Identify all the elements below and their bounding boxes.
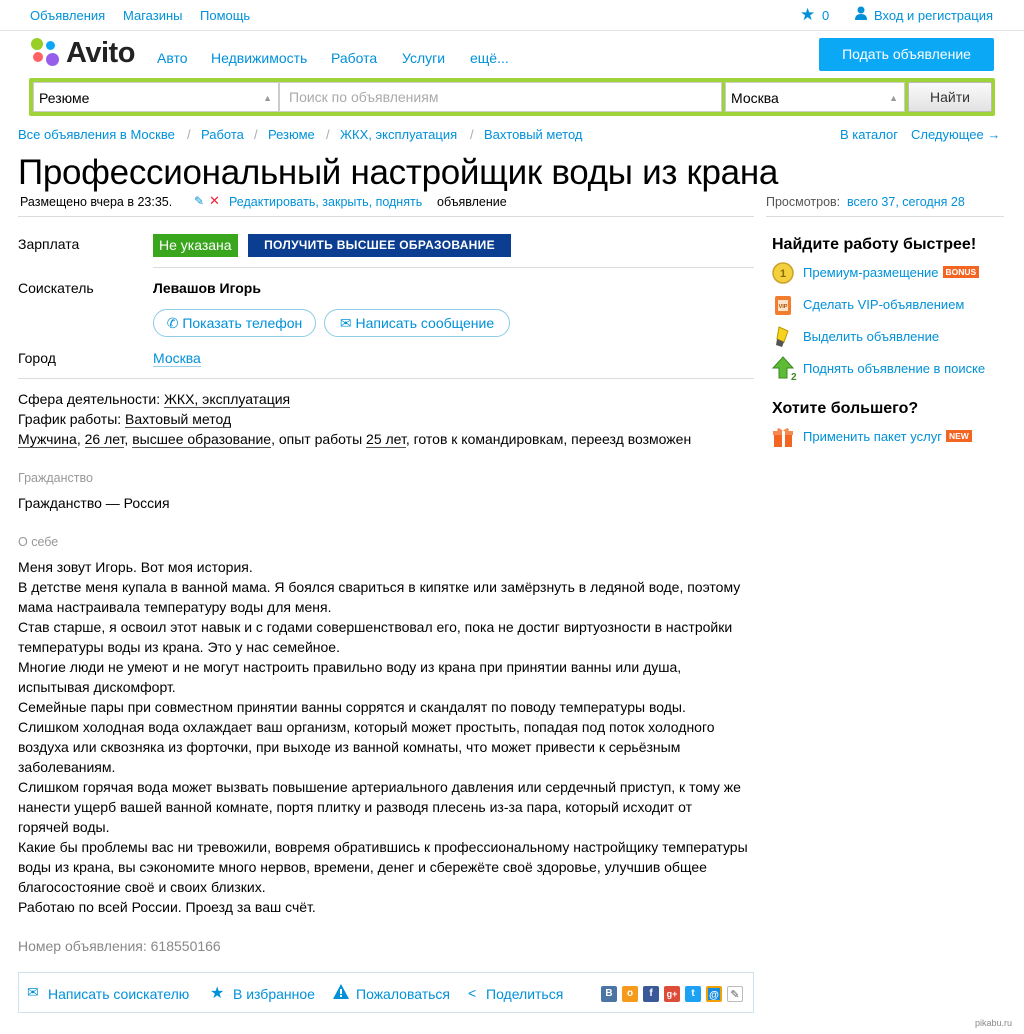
about-line: Став старше, я освоил этот навык и с годами совершенствовал его, пока не достиг виртуозности в настройки	[18, 619, 733, 635]
breadcrumb-jobs[interactable]: Работа	[201, 127, 244, 142]
sidebar-item-raise[interactable]: Поднять объявление в поиске	[803, 361, 986, 376]
sidebar-heading-more: Хотите большего?	[772, 400, 919, 417]
svg-text:VIP: VIP	[778, 304, 788, 310]
highlighter-icon	[772, 325, 794, 347]
facebook-icon[interactable]: f	[643, 986, 659, 1002]
divider	[18, 216, 754, 217]
extra-info: , готов к командировкам, переезд возможен	[405, 431, 692, 447]
vip-icon	[772, 294, 794, 316]
personal-info-line: Мужчина, 26 лет, высшее образование, опыт работы 25 лет, готов к командировкам, переезд возможен	[18, 431, 692, 447]
share-link[interactable]: Поделиться	[486, 986, 564, 1002]
favorites-count[interactable]: 0	[822, 8, 830, 23]
about-line: горячей воды.	[18, 819, 110, 835]
posted-date: Размещено вчера в 23:35.	[20, 195, 173, 209]
about-line: В детстве меня купала в ванной мама. Я боялся свариться в кипятке или замёрзнуть в ледяной воде, поэтому	[18, 579, 741, 595]
star-icon: ★	[210, 985, 225, 1002]
nav-services[interactable]: Услуги	[402, 50, 446, 66]
new-badge: NEW	[946, 430, 972, 442]
search-button[interactable]: Найти	[908, 82, 992, 112]
search-bar	[29, 78, 995, 116]
nav-jobs[interactable]: Работа	[331, 50, 378, 66]
breadcrumb-shift[interactable]: Вахтовый метод	[484, 127, 583, 142]
salary-value: Не указана	[153, 234, 238, 257]
select-arrows-icon: ▲	[263, 93, 272, 103]
schedule-line	[18, 409, 231, 429]
schedule-label: График работы:	[18, 411, 122, 427]
city-label: Город	[18, 350, 56, 366]
about-line: заболеваниям.	[18, 759, 116, 775]
favorite-link[interactable]: В избранное	[233, 986, 315, 1002]
write-message-label: Написать сообщение	[355, 315, 495, 331]
city-select[interactable]	[725, 82, 905, 112]
seeker-label: Соискатель	[18, 280, 94, 296]
sphere-value[interactable]: ЖКХ, эксплуатация	[163, 391, 291, 407]
arrow-up-icon	[772, 356, 798, 382]
odnoklassniki-icon[interactable]: о	[622, 986, 638, 1002]
gift-icon	[772, 426, 794, 448]
sidebar-item-highlight[interactable]: Выделить объявление	[803, 329, 940, 344]
pencil-icon[interactable]: ✎	[194, 194, 205, 208]
experience-value[interactable]: 25 лет	[366, 431, 406, 447]
views-label: Просмотров:	[766, 195, 841, 209]
city-value: Москва	[731, 90, 779, 106]
envelope-icon: ✉	[27, 984, 39, 1000]
livejournal-icon[interactable]: ✎	[727, 986, 743, 1002]
share-icon: <	[468, 985, 477, 1001]
page-title: Профессиональный настройщик воды из крана	[18, 153, 779, 192]
write-message-button[interactable]	[324, 309, 510, 337]
salary-label: Зарплата	[18, 236, 80, 252]
select-arrows-icon: ▲	[889, 93, 898, 103]
about-line: воздуха или сквозняка из форточки, при выходе из ванной комнаты, что может привести к серьёзным	[18, 739, 681, 755]
mailru-icon[interactable]: @	[706, 986, 722, 1002]
sidebar-item-vip[interactable]: Сделать VIP-объявлением	[803, 297, 965, 312]
star-icon[interactable]: ★	[800, 5, 816, 24]
ad-number: Номер объявления: 618550166	[18, 938, 221, 954]
coin-icon	[772, 262, 794, 284]
nav-realty[interactable]: Недвижимость	[211, 50, 308, 66]
catalog-link[interactable]: В каталог	[840, 127, 898, 142]
complain-link[interactable]: Пожаловаться	[356, 986, 451, 1002]
about-line: Семейные пары при совместном принятии ванны соррятся и скандалят по поводу температуры воды.	[18, 699, 686, 715]
next-link[interactable]: Следующее →	[911, 127, 1001, 142]
about-line: Работаю по всей России. Проезд за ваш счёт.	[18, 899, 316, 915]
edit-suffix: объявление	[437, 195, 507, 209]
premium-label: Премиум-размещение	[803, 265, 939, 280]
schedule-value[interactable]: Вахтовый метод	[125, 411, 232, 427]
envelope-icon: ✉	[339, 315, 352, 331]
google-plus-icon[interactable]: g+	[664, 986, 680, 1002]
about-line: благосостояние своё и своих близких.	[18, 879, 266, 895]
close-icon[interactable]: ✕	[209, 193, 220, 208]
about-line: испытывая дискомфорт.	[18, 679, 176, 695]
phone-icon: ✆	[166, 315, 179, 331]
post-ad-button[interactable]: Подать объявление	[819, 38, 994, 71]
experience-prefix: , опыт работы	[271, 431, 367, 447]
views-value[interactable]: всего 37, сегодня 28	[847, 195, 965, 209]
gender-value[interactable]: Мужчина	[18, 431, 77, 447]
topbar-link-ads[interactable]: Объявления	[30, 8, 106, 23]
topbar-link-shops[interactable]: Магазины	[123, 8, 183, 23]
nav-more[interactable]: ещё...	[470, 50, 509, 66]
about-line: мама настраивала температуру воды для меня.	[18, 599, 332, 615]
city-link[interactable]: Москва	[153, 350, 201, 366]
watermark: pikabu.ru	[975, 1018, 1013, 1028]
age-value[interactable]: 26 лет	[84, 431, 125, 447]
nav-auto[interactable]: Авто	[157, 50, 188, 66]
topbar-link-help[interactable]: Помощь	[200, 8, 251, 23]
divider	[153, 267, 754, 268]
seeker-name: Левашов Игорь	[153, 280, 261, 296]
about-line: нанести ущерб вашей ванной комнате, портя плитку и разводя плесень из-за пара, который исходит от	[18, 799, 693, 815]
top-bar	[0, 0, 1024, 31]
education-banner[interactable]: ПОЛУЧИТЬ ВЫСШЕЕ ОБРАЗОВАНИЕ	[248, 234, 511, 257]
show-phone-label: Показать телефон	[182, 315, 303, 331]
logo-text: Avito	[66, 37, 135, 69]
citizenship-value: Гражданство — Россия	[18, 495, 170, 511]
about-line: Слишком холодная вода охлаждает ваш организм, который может простыть, попадая под поток холодного	[18, 719, 715, 735]
sidebar-item-package[interactable]	[803, 429, 972, 444]
about-line: Слишком горячая вода может вызвать повышение артериального давления или сердечный приступ, к тому же	[18, 779, 741, 795]
show-phone-button[interactable]	[153, 309, 316, 337]
sidebar-item-premium[interactable]	[803, 265, 979, 280]
about-text	[18, 557, 758, 917]
breadcrumb-all[interactable]: Все объявления в Москве	[18, 127, 175, 142]
about-line: температуры воды из крана. Это у нас семейное.	[18, 639, 340, 655]
divider	[766, 216, 1004, 217]
svg-text:1: 1	[779, 268, 787, 280]
category-select[interactable]	[33, 82, 279, 112]
twitter-icon[interactable]: t	[685, 986, 701, 1002]
warning-icon	[333, 984, 347, 998]
category-value: Резюме	[39, 90, 90, 106]
write-seeker-link[interactable]: Написать соискателю	[48, 986, 190, 1002]
about-line: воды из крана, вы сэкономите много нервов, времени, денег и сбережёте своё здоровье, улучшив общее	[18, 859, 707, 875]
education-value[interactable]: высшее образование	[132, 431, 272, 447]
sphere-label: Сфера деятельности:	[18, 391, 161, 407]
breadcrumb-resume[interactable]: Резюме	[268, 127, 315, 142]
about-line: Какие бы проблемы вас ни тревожили, вовремя обратившись к профессиональному настройщику температуры	[18, 839, 748, 855]
about-line: Меня зовут Игорь. Вот моя история.	[18, 559, 253, 575]
breadcrumb-housing[interactable]: ЖКХ, эксплуатация	[340, 127, 458, 142]
action-bar	[18, 972, 754, 1013]
package-label: Применить пакет услуг	[803, 429, 942, 444]
svg-text:2: 2	[791, 372, 797, 382]
citizenship-header: Гражданство	[18, 471, 93, 485]
user-icon	[855, 6, 867, 20]
bonus-badge: BONUS	[943, 266, 980, 278]
vk-icon[interactable]: В	[601, 986, 617, 1002]
search-input[interactable]: Поиск по объявлениям	[279, 82, 722, 112]
sidebar-heading-faster: Найдите работу быстрее!	[772, 236, 977, 253]
edit-link[interactable]: Редактировать, закрыть, поднять	[229, 195, 423, 209]
sphere-line	[18, 389, 290, 409]
about-line: Многие люди не умеют и не могут настроить правильно воду из крана при принятии ванны или душа,	[18, 659, 682, 675]
login-link[interactable]: Вход и регистрация	[874, 8, 994, 23]
divider	[18, 378, 754, 379]
about-header: О себе	[18, 535, 59, 549]
